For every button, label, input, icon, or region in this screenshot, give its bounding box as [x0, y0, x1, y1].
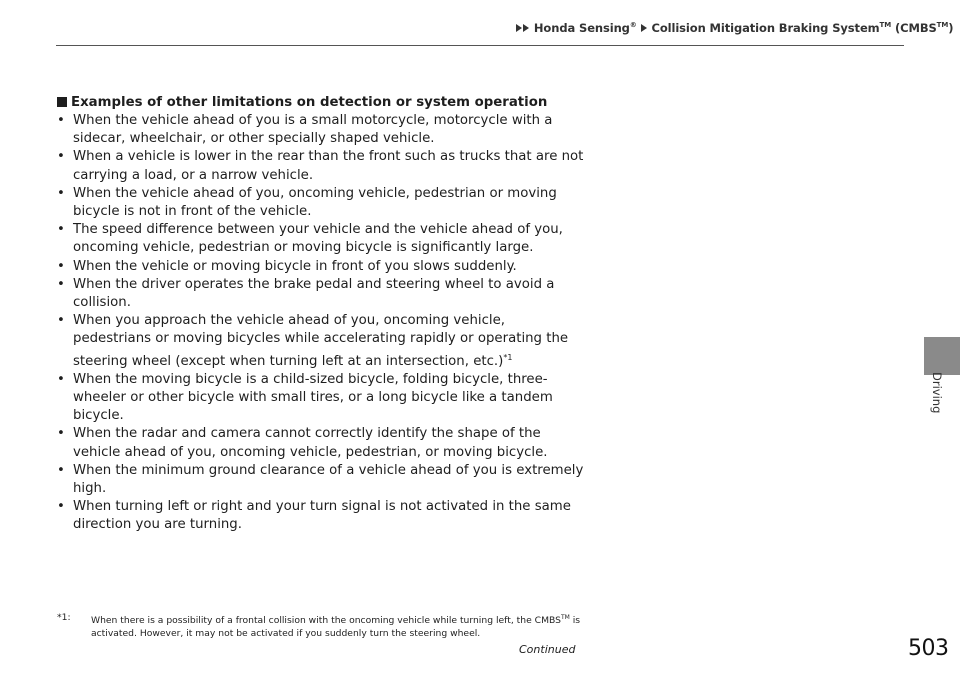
breadcrumb-abbrev-open: (CMBS [891, 21, 937, 35]
list-item [57, 258, 587, 276]
arrow-right-icon [641, 24, 647, 32]
section-heading-text: Examples of other limitations on detection or system operation [71, 95, 548, 110]
footnote [57, 612, 597, 640]
list-item [57, 498, 587, 534]
footnote-text-part: is activated. However, it may not be activated if you suddenly turn the steering wheel. [91, 615, 581, 639]
list-item-text: When the vehicle ahead of you, oncoming vehicle, pedestrian or moving bicycle is not in front of the vehicle. [73, 185, 557, 220]
list-item [57, 371, 587, 426]
page-number: 503 [908, 636, 949, 661]
list-item-text: When turning left or right and your turn signal is not activated in the same direction you are turning. [73, 499, 571, 533]
trademark-mark: TM [936, 21, 949, 29]
list-item [57, 462, 587, 498]
list-item [57, 148, 587, 184]
breadcrumb-item-cmbs: Collision Mitigation Braking System [651, 21, 880, 35]
list-item [57, 112, 587, 148]
square-bullet-icon [57, 97, 67, 107]
arrow-right-icon [523, 24, 529, 32]
list-item [57, 276, 587, 312]
list-item [57, 221, 587, 257]
footnote-mark: *1: [57, 612, 71, 623]
list-item-text: When the driver operates the brake pedal and steering wheel to avoid a collision. [73, 276, 555, 311]
list-item-text: When the radar and camera cannot correctly identify the shape of the vehicle ahead of you, oncoming vehicle, pedestrian, or moving bicycle. [73, 426, 548, 460]
breadcrumb-item-honda-sensing: Honda Sensing [533, 21, 630, 35]
limitations-list [57, 112, 587, 535]
trademark-mark: TM [560, 614, 570, 621]
breadcrumb [516, 21, 953, 35]
list-item-text: When the vehicle or moving bicycle in front of you slows suddenly. [73, 258, 517, 274]
registered-mark: ® [629, 21, 637, 29]
section-heading [57, 94, 587, 111]
list-item-text: When the moving bicycle is a child-sized bicycle, folding bicycle, three-wheeler or other bicycle with small tires, or a long bicycle like a tandem bicycle. [73, 371, 553, 424]
footnote-ref: *1 [503, 352, 513, 362]
list-item-text: When you approach the vehicle ahead of you, oncoming vehicle, pedestrians or moving bicycles while accelerating rapidly or operating the steering wheel (except when turning left at an intersection, etc.) [73, 313, 569, 369]
list-item [57, 185, 587, 221]
list-item [57, 425, 587, 461]
arrow-right-icon [516, 24, 522, 32]
footnote-text-part: When there is a possibility of a frontal collision with the oncoming vehicle while turning left, the CMBS [91, 615, 561, 626]
chapter-tab [924, 337, 960, 375]
breadcrumb-abbrev-close: ) [948, 21, 954, 35]
list-item-text: When a vehicle is lower in the rear than the front such as trucks that are not carrying a load, or a narrow vehicle. [73, 149, 584, 183]
list-item [57, 312, 587, 371]
list-item-text: When the minimum ground clearance of a vehicle ahead of you is extremely high. [73, 462, 584, 497]
main-content [57, 94, 587, 535]
list-item-text: The speed difference between your vehicle and the vehicle ahead of you, oncoming vehicle, pedestrian or moving bicycle is significantly large. [73, 222, 563, 256]
continued-label: Continued [519, 643, 576, 656]
footnote-text [57, 612, 597, 640]
list-item-text: When the vehicle ahead of you is a small motorcycle, motorcycle with a sidecar, wheelchair, or other specially shaped vehicle. [73, 113, 553, 147]
header-rule [56, 45, 904, 46]
trademark-mark: TM [879, 21, 892, 29]
chapter-label: Driving [930, 372, 944, 414]
